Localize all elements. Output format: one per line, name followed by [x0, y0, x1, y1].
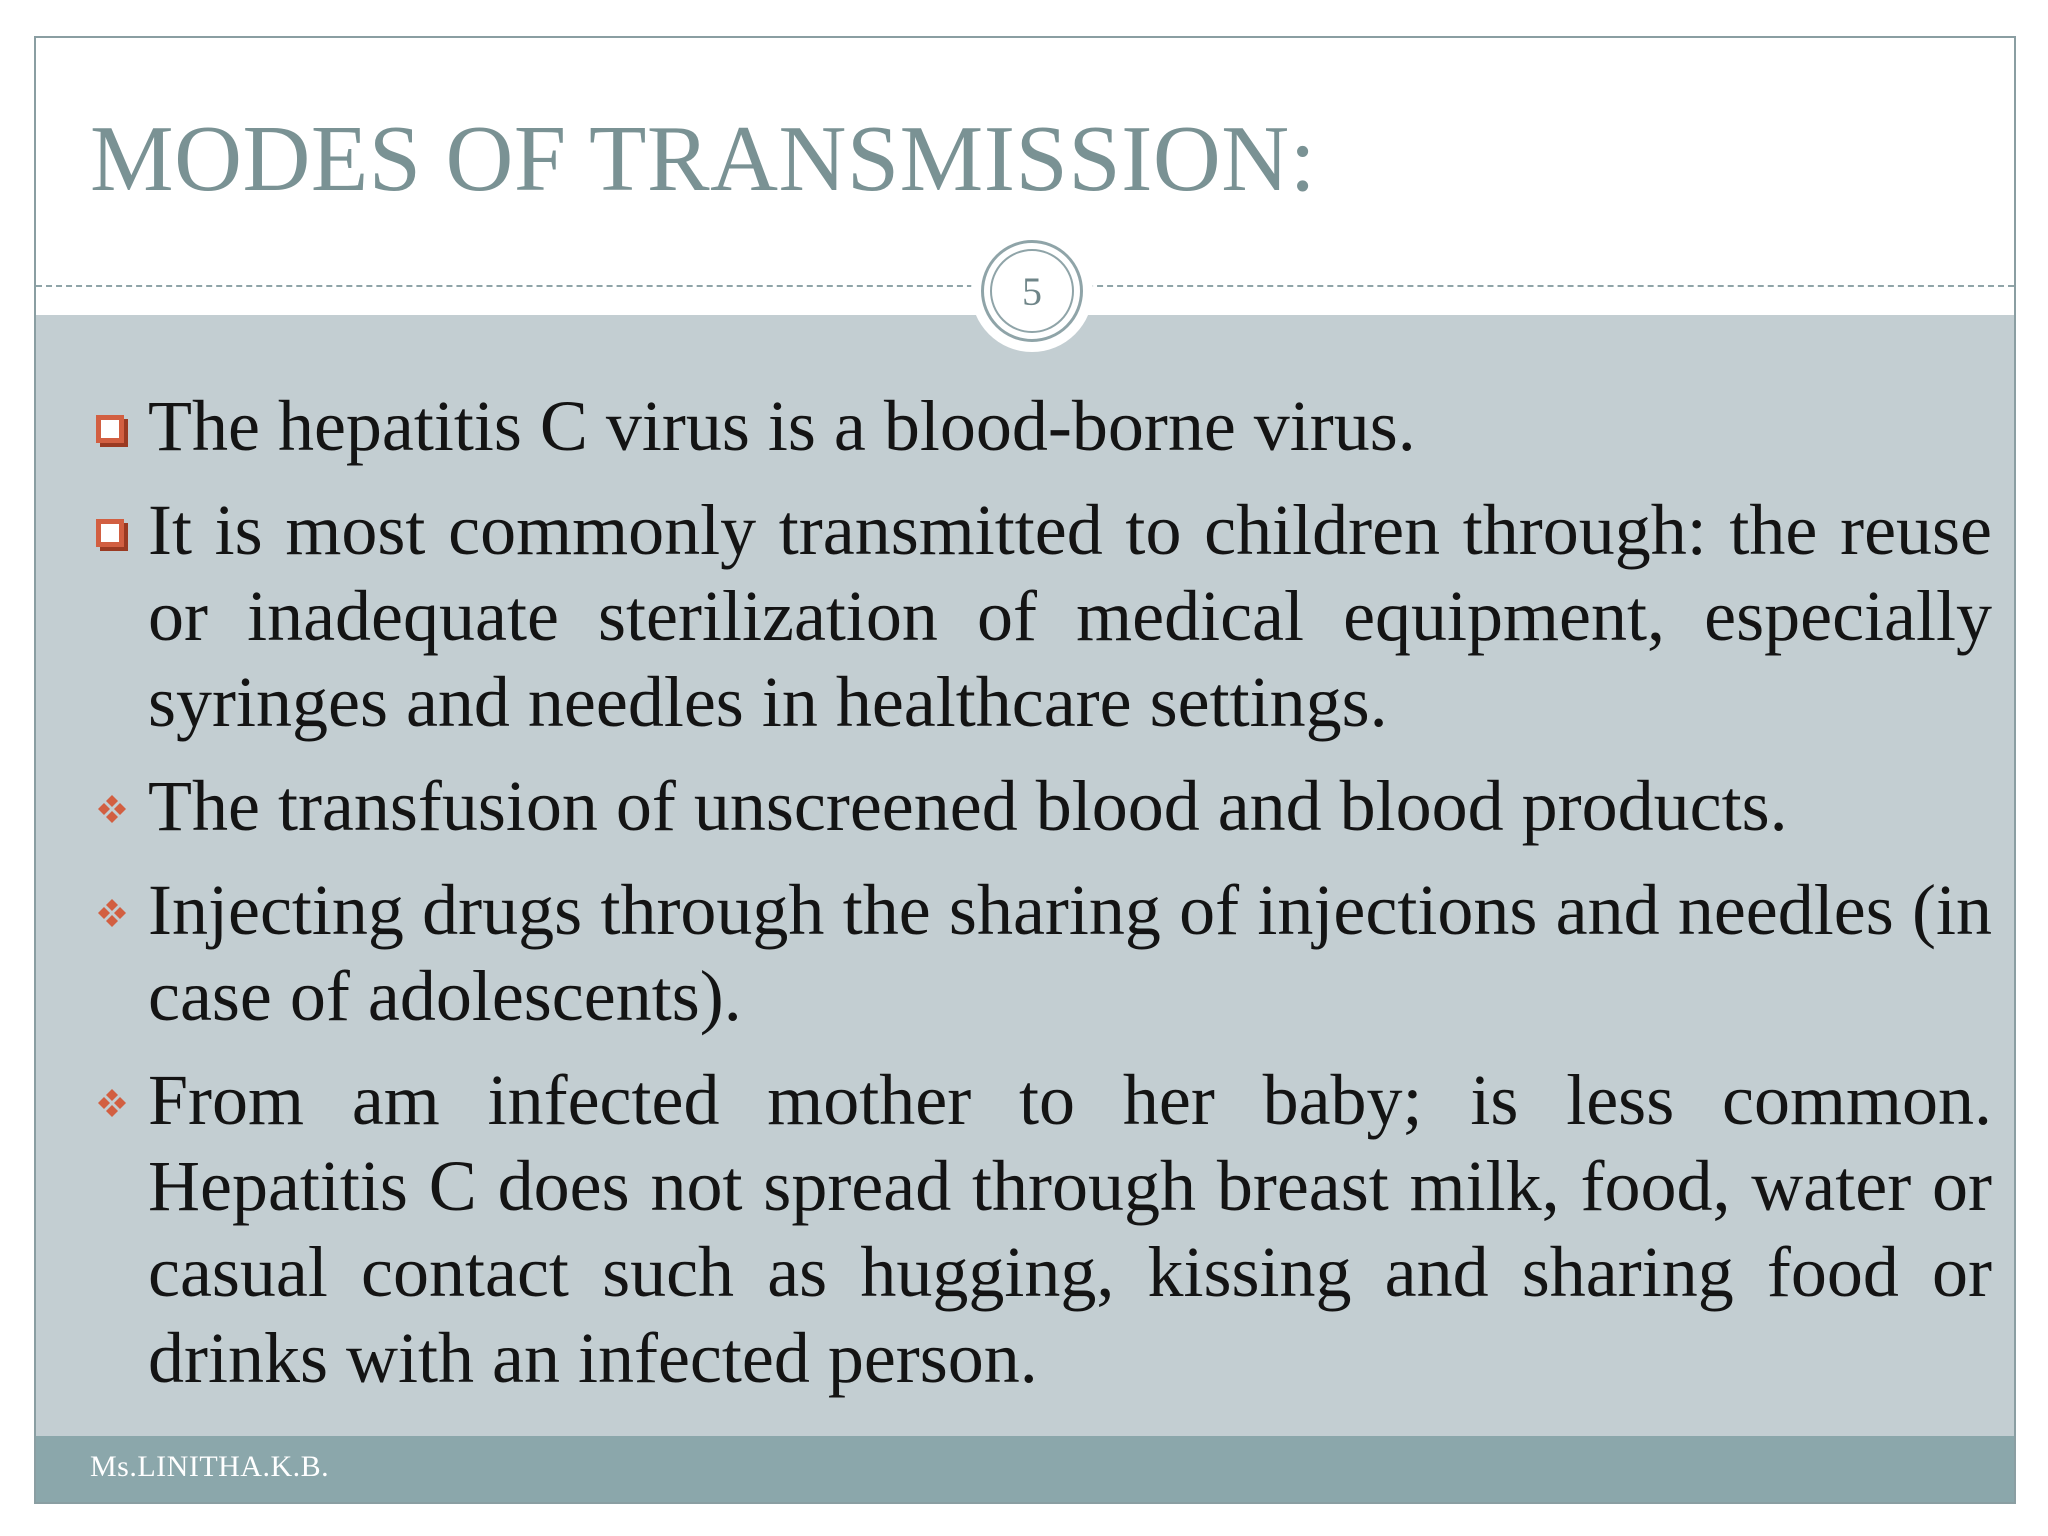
bullet-text: It is most commonly transmitted to children through: the reuse or inadequate sterilization of medical equipment, especially syringes and needles in healthcare settings. [148, 490, 1992, 742]
square-bullet-icon [92, 409, 132, 449]
list-item [92, 867, 1992, 1039]
diamond-bullet-icon [92, 789, 132, 829]
diamond-bullet-icon [92, 1083, 132, 1123]
list-item [92, 487, 1992, 745]
diamond-bullet-icon [92, 893, 132, 933]
square-bullet-icon [92, 513, 132, 553]
bullet-text: From am infected mother to her baby; is less common. Hepatitis C does not spread through breast milk, food, water or casual contact such as hugging, kissing and sharing food or drinks with an infected person. [148, 1060, 1992, 1398]
slide-title: MODES OF TRANSMISSION: [90, 107, 1317, 211]
bullet-text: The hepatitis C virus is a blood-borne virus. [148, 386, 1416, 466]
bullet-text: The transfusion of unscreened blood and blood products. [148, 766, 1788, 846]
list-item [92, 1057, 1992, 1401]
page-number-ring [981, 240, 1083, 342]
bullet-text: Injecting drugs through the sharing of injections and needles (in case of adolescents). [148, 870, 1992, 1036]
footer-author: Ms.LINITHA.K.B. [90, 1450, 330, 1483]
page-number-badge [971, 230, 1093, 352]
list-item [92, 763, 1992, 849]
slide-footer [36, 1436, 2014, 1504]
slide [34, 36, 2016, 1504]
page-number: 5 [1022, 268, 1042, 314]
list-item [92, 383, 1992, 469]
bullet-list [92, 383, 1992, 1401]
